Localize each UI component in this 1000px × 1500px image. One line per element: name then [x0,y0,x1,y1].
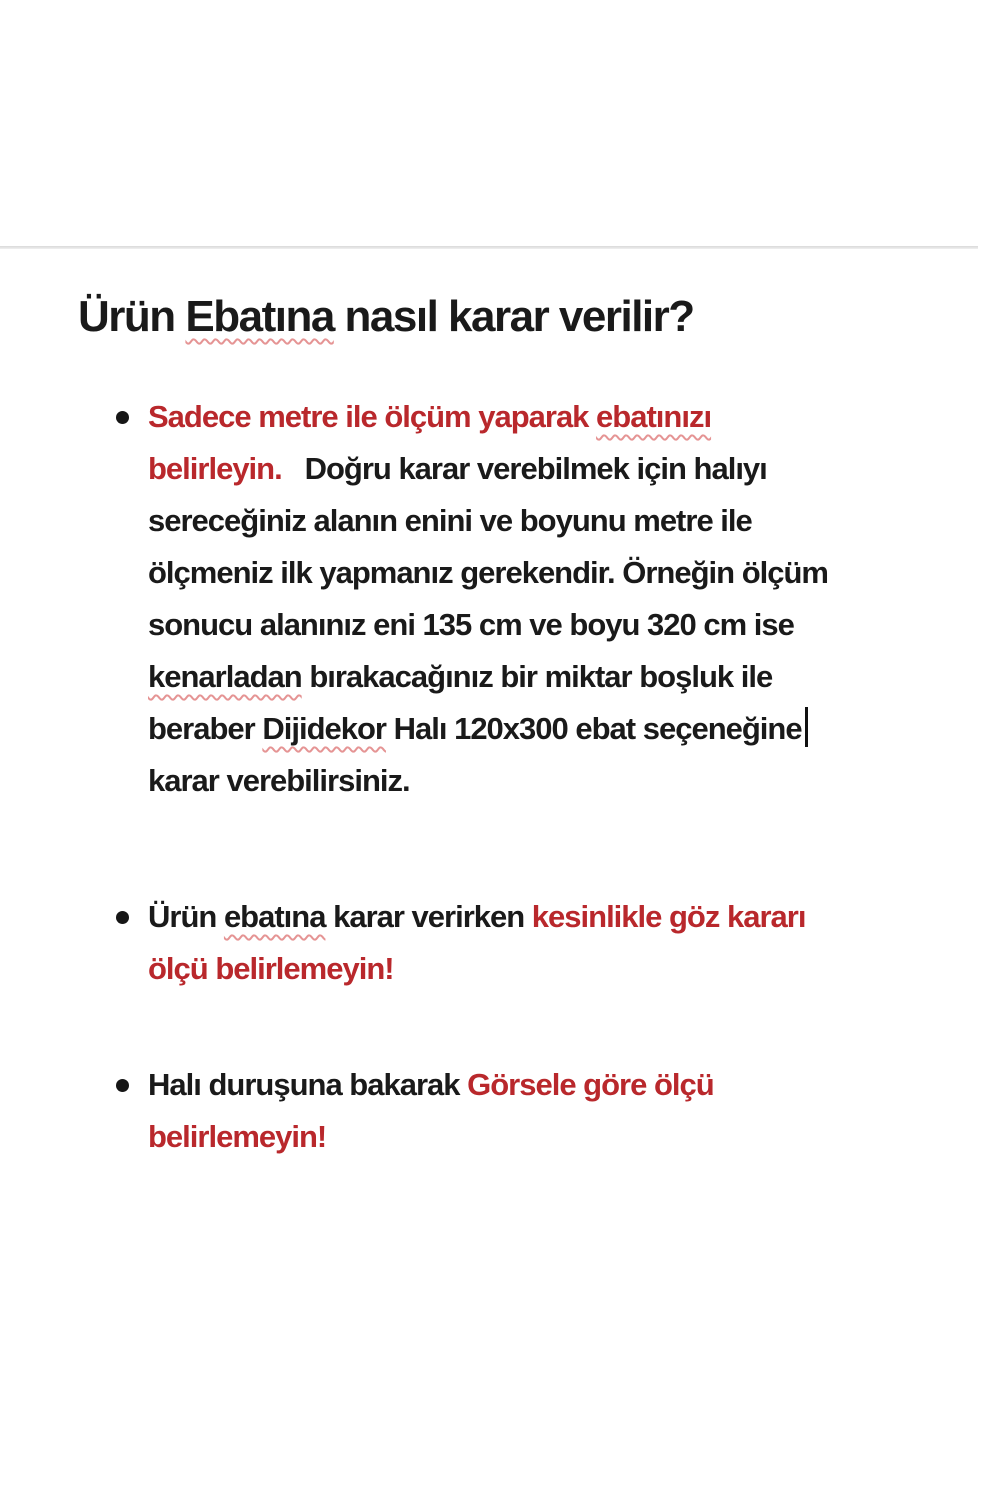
text-line [148,443,958,495]
text-segment-red: ölçü belirlemeyin! [148,951,394,987]
misspelled-word: kenarladan [148,659,302,695]
bullet-list [78,391,958,1163]
misspelled-word: ebatınızı [596,399,712,435]
text-segment: beraber [148,711,263,747]
title-text: nasıl karar verilir? [333,292,694,341]
text-segment-red: Görsele göre ölçü [467,1067,714,1103]
text-line [148,1059,958,1111]
text-line [148,1111,958,1163]
text-line [148,391,958,443]
text-segment: sereceğiniz alanın enini ve boyunu metre ile [148,503,752,539]
text-segment: Doğru karar verebilmek için halıyı [281,451,767,487]
misspelled-word: Dijidekor [262,711,386,747]
text-segment: sonucu alanınız eni 135 cm ve boyu 320 cm ise [148,607,794,643]
text-segment: karar verirken [325,899,532,935]
text-segment-red: kesinlikle göz kararı [531,899,806,935]
document-content [78,0,958,1163]
text-segment-red: belirlemeyin! [148,1119,327,1155]
text-segment: Halı duruşuna bakarak [148,1067,468,1103]
text-segment: ölçmeniz ilk yapmanız gerekendir. Örneğin ölçüm [148,555,828,591]
text-cursor [805,707,808,747]
text-segment: karar verebilirsiniz. [148,763,410,799]
page-title [78,288,958,345]
text-segment: Halı 120x300 ebat seçeneğine [386,711,802,747]
title-misspelled-word: Ebatına [185,292,334,341]
text-line [148,651,958,703]
text-line [148,703,958,755]
text-line [148,495,958,547]
bullet-item-measure-with-tape [78,391,958,807]
bullet-item-no-visual-sizing [78,1059,958,1163]
text-line [148,891,958,943]
text-segment: bırakacağınız bir miktar boşluk ile [301,659,773,695]
text-line [148,599,958,651]
title-text: Ürün [78,292,186,341]
text-line [148,943,958,995]
bullet-item-no-eyeballing [78,891,958,995]
text-segment-red: Sadece metre ile ölçüm yaparak [148,399,597,435]
text-line [148,547,958,599]
text-segment: Ürün [148,899,224,935]
misspelled-word: ebatına [223,899,326,935]
text-line [148,755,958,807]
text-segment-red: belirleyin. [148,451,282,487]
